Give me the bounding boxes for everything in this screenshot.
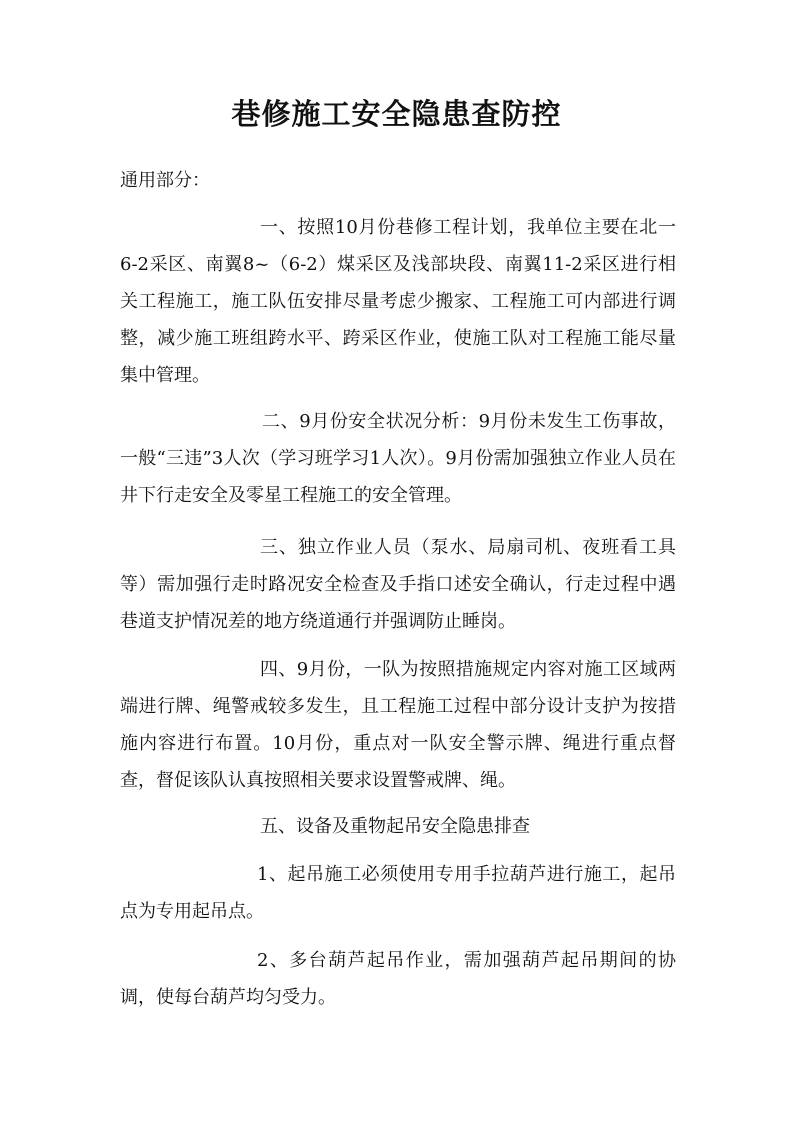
section-label: 通用部分： <box>120 170 210 191</box>
section-heading-5: 五、设备及重物起吊安全隐患排查 <box>260 816 530 837</box>
paragraph-2: 二、9月份安全状况分析：9月份未发生工伤事故，一般“三违”3人次（学习班学习1人次）。9月份需加强独立作业人员在井下行走安全及零星工程施工的安全管理。 <box>120 411 676 506</box>
paragraph-3: 三、独立作业人员（泵水、局扇司机、夜班看工具等）需加强行走时路况安全检查及手指口述安全确认，行走过程中遇巷道支护情况差的地方绕道通行并强调防止睡岗。 <box>120 537 676 632</box>
paragraph-1: 一、按照10月份巷修工程计划，我单位主要在北一6-2采区、南翼8~（6-2）煤采区及浅部块段、南翼11-2采区进行相关工程施工，施工队伍安排尽量考虑少搬家、工程施工可内部进行调整，减少施工班组跨水平、跨采区作业，使施工队对工程施工能尽量集中管理。 <box>120 217 676 386</box>
paragraph-5-item-2: 2、多台葫芦起吊作业，需加强葫芦起吊期间的协调，使每台葫芦均匀受力。 <box>120 950 676 1008</box>
paragraph-4: 四、9月份，一队为按照措施规定内容对施工区域两端进行牌、绳警戒较多发生，且工程施工过程中部分设计支护为按措施内容进行布置。10月份，重点对一队安全警示牌、绳进行重点督查，督促该队认真按照相关要求设置警戒牌、绳。 <box>120 659 676 791</box>
page-title: 巷修施工安全隐患查防控 <box>231 97 562 131</box>
paragraph-5-item-1: 1、起吊施工必须使用专用手拉葫芦进行施工，起吊点为专用起吊点。 <box>120 864 676 922</box>
